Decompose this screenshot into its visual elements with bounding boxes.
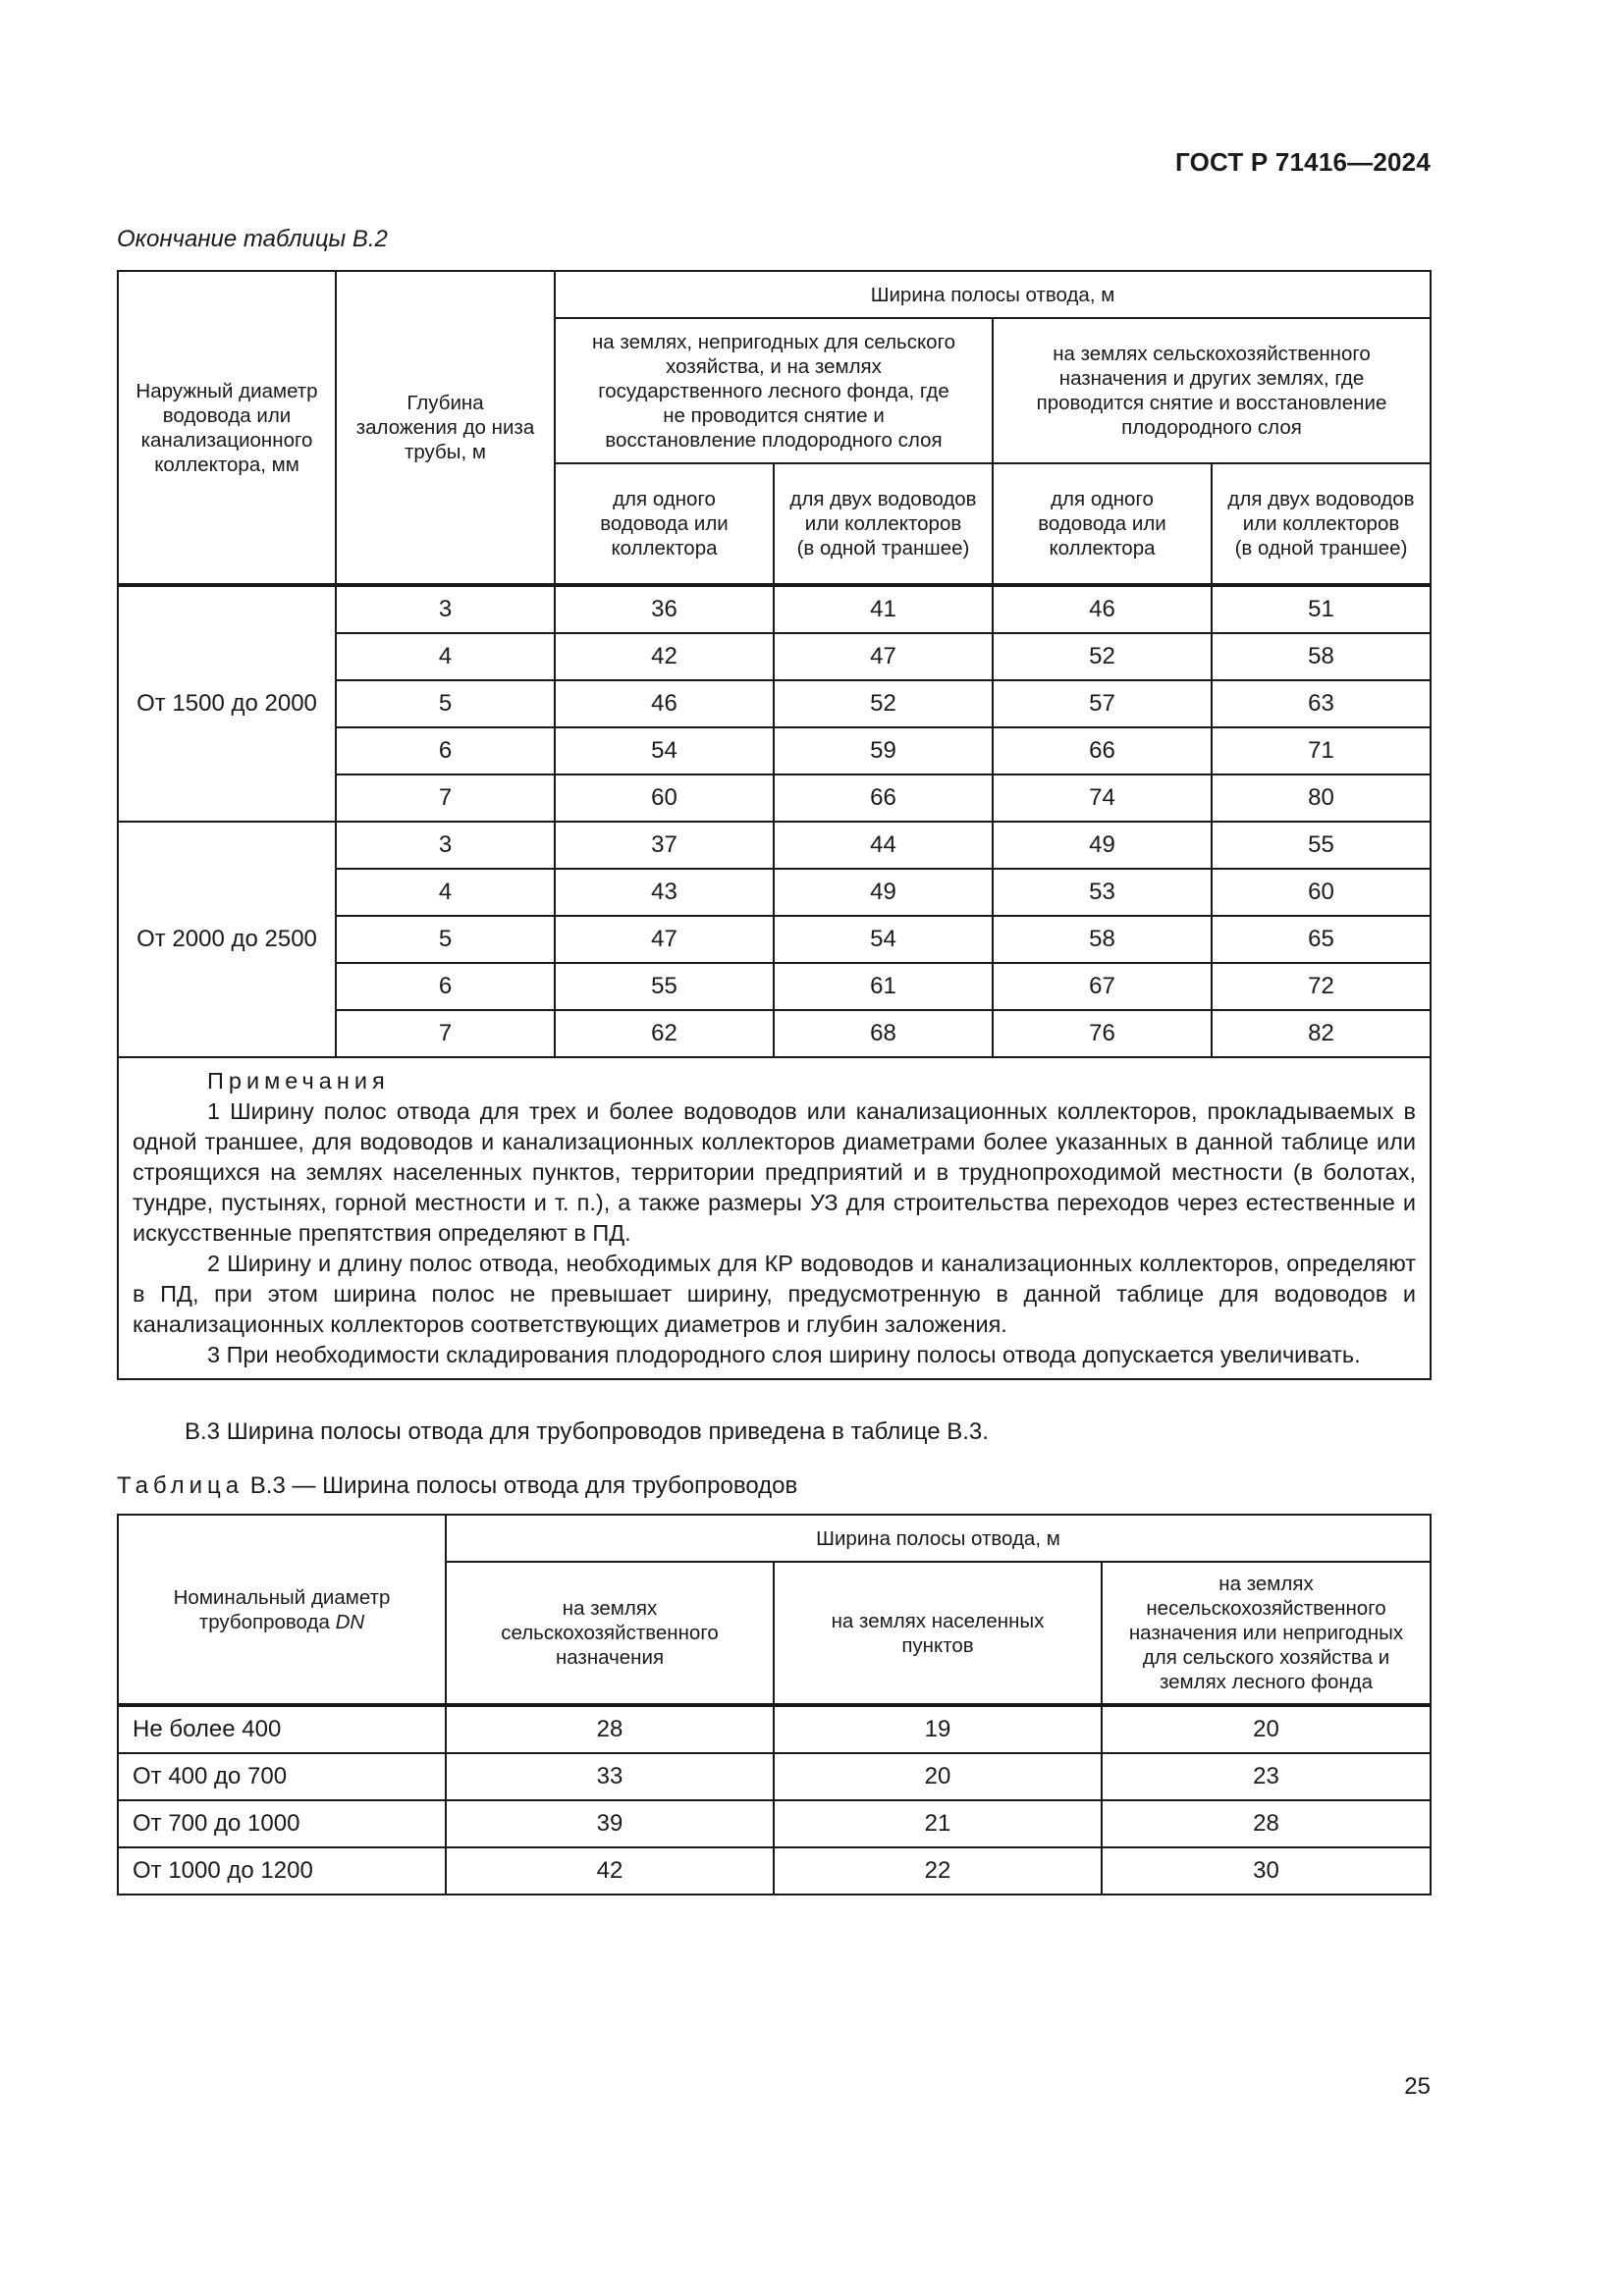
table-row — [118, 1800, 1431, 1847]
width-value-cell: 55 — [555, 963, 774, 1010]
col-header-nominal-diameter-dn: DN — [335, 1610, 365, 1633]
width-value-cell: 43 — [555, 869, 774, 916]
width-value-cell: 66 — [774, 774, 993, 822]
width-value-cell: 49 — [993, 822, 1212, 869]
depth-cell: 7 — [336, 1010, 555, 1057]
page-number: 25 — [1404, 2073, 1431, 2100]
group-header-unfit-lands: на землях, непригодных для сельского хозяйства, и на землях государственного лесного фонда, где не проводится снятие и восстановление плодородного слоя — [555, 318, 993, 463]
col-header-nonagri: на землях несельскохозяйственного назначения или непригодных для сельского хозяйства и землях лесного фонда — [1102, 1562, 1431, 1705]
width-value-cell: 41 — [774, 585, 993, 633]
depth-cell: 3 — [336, 822, 555, 869]
width-value-cell: 19 — [774, 1705, 1102, 1753]
table-b3-title-rest: В.3 — Ширина полосы отвода для трубопроводов — [244, 1472, 798, 1499]
width-value-cell: 57 — [993, 680, 1212, 727]
table-b2-body — [118, 585, 1431, 1057]
width-value-cell: 36 — [555, 585, 774, 633]
table-row — [118, 1705, 1431, 1753]
width-value-cell: 42 — [555, 633, 774, 680]
depth-cell: 6 — [336, 963, 555, 1010]
width-value-cell: 80 — [1212, 774, 1431, 822]
depth-cell: 4 — [336, 869, 555, 916]
width-value-cell: 54 — [555, 727, 774, 774]
sub-header-single: для одного водовода или коллектора — [993, 463, 1212, 585]
width-value-cell: 65 — [1212, 916, 1431, 963]
col-header-nominal-diameter — [118, 1515, 446, 1705]
width-value-cell: 21 — [774, 1800, 1102, 1847]
note-item: 1 Ширину полос отвода для трех и более водоводов или канализационных коллекторов, прокладываемых в одной траншее, для водоводов и канализационных коллекторов диаметрами более указанных в данной таблице или строящихся на землях населенных пунктов, территории предприятий и в труднопроходимой местности (в болотах, тундре, пустынях, горной местности и т. п.), а также размеры УЗ для строительства переходов через естественные и искусственные препятствия определяют в ПД. — [133, 1098, 1417, 1246]
table-row — [118, 1847, 1431, 1895]
paragraph-b3: В.3 Ширина полосы отвода для трубопроводов приведена в таблице В.3. — [185, 1418, 989, 1445]
width-value-cell: 23 — [1102, 1753, 1431, 1800]
group-header-width: Ширина полосы отвода, м — [446, 1515, 1431, 1562]
depth-cell: 5 — [336, 680, 555, 727]
width-value-cell: 63 — [1212, 680, 1431, 727]
table-row — [118, 822, 1431, 869]
table-b3-title — [117, 1472, 797, 1500]
width-value-cell: 72 — [1212, 963, 1431, 1010]
diameter-cell: От 1000 до 1200 — [118, 1847, 446, 1895]
diameter-cell: От 700 до 1000 — [118, 1800, 446, 1847]
width-value-cell: 60 — [555, 774, 774, 822]
width-value-cell: 46 — [555, 680, 774, 727]
depth-cell: 6 — [336, 727, 555, 774]
width-value-cell: 58 — [1212, 633, 1431, 680]
width-value-cell: 53 — [993, 869, 1212, 916]
width-value-cell: 66 — [993, 727, 1212, 774]
width-value-cell: 52 — [774, 680, 993, 727]
diameter-range-cell: От 1500 до 2000 — [118, 585, 336, 822]
width-value-cell: 68 — [774, 1010, 993, 1057]
table-row — [118, 1753, 1431, 1800]
group-header-agri-lands: на землях сельскохозяйственного назначения и других землях, где проводится снятие и восстановление плодородного слоя — [993, 318, 1431, 463]
width-value-cell: 59 — [774, 727, 993, 774]
width-value-cell: 42 — [446, 1847, 774, 1895]
sub-header-single: для одного водовода или коллектора — [555, 463, 774, 585]
width-value-cell: 58 — [993, 916, 1212, 963]
width-value-cell: 37 — [555, 822, 774, 869]
width-value-cell: 76 — [993, 1010, 1212, 1057]
width-value-cell: 20 — [1102, 1705, 1431, 1753]
width-value-cell: 62 — [555, 1010, 774, 1057]
notes-block — [118, 1057, 1431, 1379]
note-item: 3 При необходимости складирования плодородного слоя ширину полосы отвода допускается увеличивать. — [207, 1342, 1361, 1367]
notes-title: Примечания — [207, 1068, 390, 1094]
width-value-cell: 44 — [774, 822, 993, 869]
col-header-depth: Глубина заложения до низа трубы, м — [336, 271, 555, 585]
width-value-cell: 60 — [1212, 869, 1431, 916]
diameter-cell: Не более 400 — [118, 1705, 446, 1753]
depth-cell: 7 — [336, 774, 555, 822]
document-id: ГОСТ Р 71416—2024 — [1175, 147, 1431, 177]
width-value-cell: 47 — [774, 633, 993, 680]
width-value-cell: 82 — [1212, 1010, 1431, 1057]
depth-cell: 4 — [336, 633, 555, 680]
table-row — [118, 585, 1431, 633]
table-b3-body — [118, 1705, 1431, 1895]
width-value-cell: 33 — [446, 1753, 774, 1800]
diameter-range-cell: От 2000 до 2500 — [118, 822, 336, 1057]
table-b2-caption: Окончание таблицы В.2 — [117, 226, 388, 252]
width-value-cell: 52 — [993, 633, 1212, 680]
width-value-cell: 51 — [1212, 585, 1431, 633]
width-value-cell: 54 — [774, 916, 993, 963]
depth-cell: 5 — [336, 916, 555, 963]
depth-cell: 3 — [336, 585, 555, 633]
col-header-nominal-diameter-text: Номинальный диаметр трубопровода — [173, 1585, 391, 1633]
width-value-cell: 55 — [1212, 822, 1431, 869]
width-value-cell: 61 — [774, 963, 993, 1010]
width-value-cell: 28 — [446, 1705, 774, 1753]
width-value-cell: 74 — [993, 774, 1212, 822]
width-value-cell: 46 — [993, 585, 1212, 633]
width-value-cell: 30 — [1102, 1847, 1431, 1895]
table-b3 — [117, 1514, 1432, 1896]
width-value-cell: 71 — [1212, 727, 1431, 774]
sub-header-double-line1: для двух водоводов или коллекторов — [1227, 488, 1415, 535]
col-header-outer-diameter: Наружный диаметр водовода или канализационного коллектора, мм — [118, 271, 336, 585]
width-value-cell: 67 — [993, 963, 1212, 1010]
width-value-cell: 49 — [774, 869, 993, 916]
col-header-settlements: на землях населенных пунктов — [774, 1562, 1102, 1705]
table-b2 — [117, 270, 1432, 1380]
diameter-cell: От 400 до 700 — [118, 1753, 446, 1800]
width-value-cell: 20 — [774, 1753, 1102, 1800]
width-value-cell: 28 — [1102, 1800, 1431, 1847]
col-header-agri: на землях сельскохозяйственного назначения — [446, 1562, 774, 1705]
group-header-width: Ширина полосы отвода, м — [555, 271, 1431, 318]
sub-header-double — [1212, 463, 1431, 585]
sub-header-double-line2: (в одной траншее) — [1234, 537, 1408, 560]
sub-header-double-line1: для двух водоводов или коллекторов — [789, 488, 977, 535]
sub-header-double-line2: (в одной траншее) — [796, 537, 970, 560]
table-b3-title-prefix: Таблица — [117, 1472, 244, 1499]
width-value-cell: 39 — [446, 1800, 774, 1847]
sub-header-double — [774, 463, 993, 585]
note-item: 2 Ширину и длину полос отвода, необходимых для КР водоводов и канализационных коллекторов, определяют в ПД, при этом ширина полос не превышает ширину, предусмотренную в данной таблице для водоводов и канализационных коллекторов соответствующих диаметров и глубин заложения. — [133, 1251, 1417, 1337]
width-value-cell: 47 — [555, 916, 774, 963]
width-value-cell: 22 — [774, 1847, 1102, 1895]
